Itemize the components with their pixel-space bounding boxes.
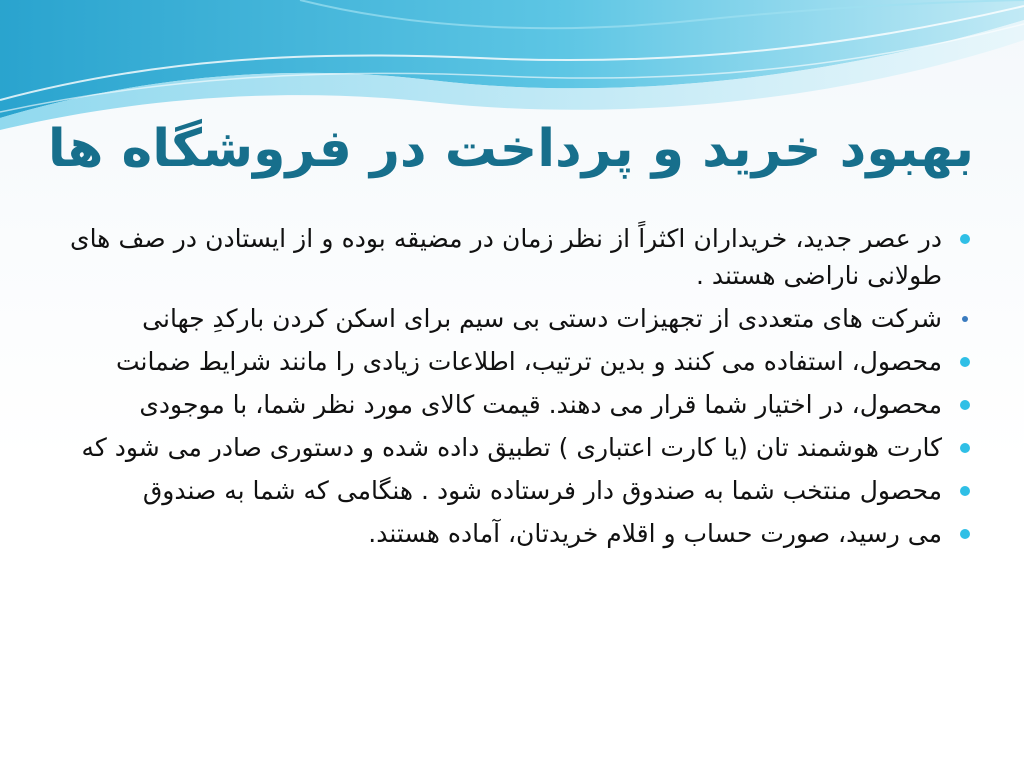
bullet-item [70, 472, 972, 509]
bullet-dot-icon [960, 357, 970, 367]
bullet-dot-icon [960, 529, 970, 539]
bullet-text: محصول منتخب شما به صندوق دار فرستاده شود . هنگامی که شما به صندوق [142, 476, 942, 505]
bullet-item [70, 515, 972, 552]
bullet-dot-icon [960, 400, 970, 410]
bullet-dot-icon [960, 486, 970, 496]
bullet-text: کارت هوشمند تان (یا کارت اعتباری ) تطبیق داده شده و دستوری صادر می شود که [81, 433, 942, 462]
bullet-item [70, 343, 972, 380]
bullet-item [70, 300, 972, 337]
bullet-text: شرکت های متعددی از تجهیزات دستی بی سیم برای اسکن کردن بارکدِ جهانی [142, 304, 942, 333]
bullet-text: می رسید، صورت حساب و اقلام خریدتان، آماده هستند. [368, 519, 942, 548]
bullet-text: محصول، استفاده می کنند و بدین ترتیب، اطلاعات زیادی را مانند شرایط ضمانت [115, 347, 942, 376]
bullet-dot-icon [960, 234, 970, 244]
bullet-list [70, 220, 972, 558]
bullet-dot-icon [960, 443, 970, 453]
bullet-text: محصول، در اختیار شما قرار می دهند. قیمت کالای مورد نظر شما، با موجودی [139, 390, 942, 419]
bullet-small-dot-icon [962, 316, 968, 322]
slide-title: بهبود خرید و پرداخت در فروشگاه ها [47, 119, 974, 179]
bullet-item [70, 386, 972, 423]
bullet-item [70, 220, 972, 294]
bullet-text: در عصر جدید، خریداران اکثراً از نظر زمان در مضیقه بوده و از ایستادن در صف های طولانی ناراضی هستند . [70, 224, 942, 290]
bullet-item [70, 429, 972, 466]
